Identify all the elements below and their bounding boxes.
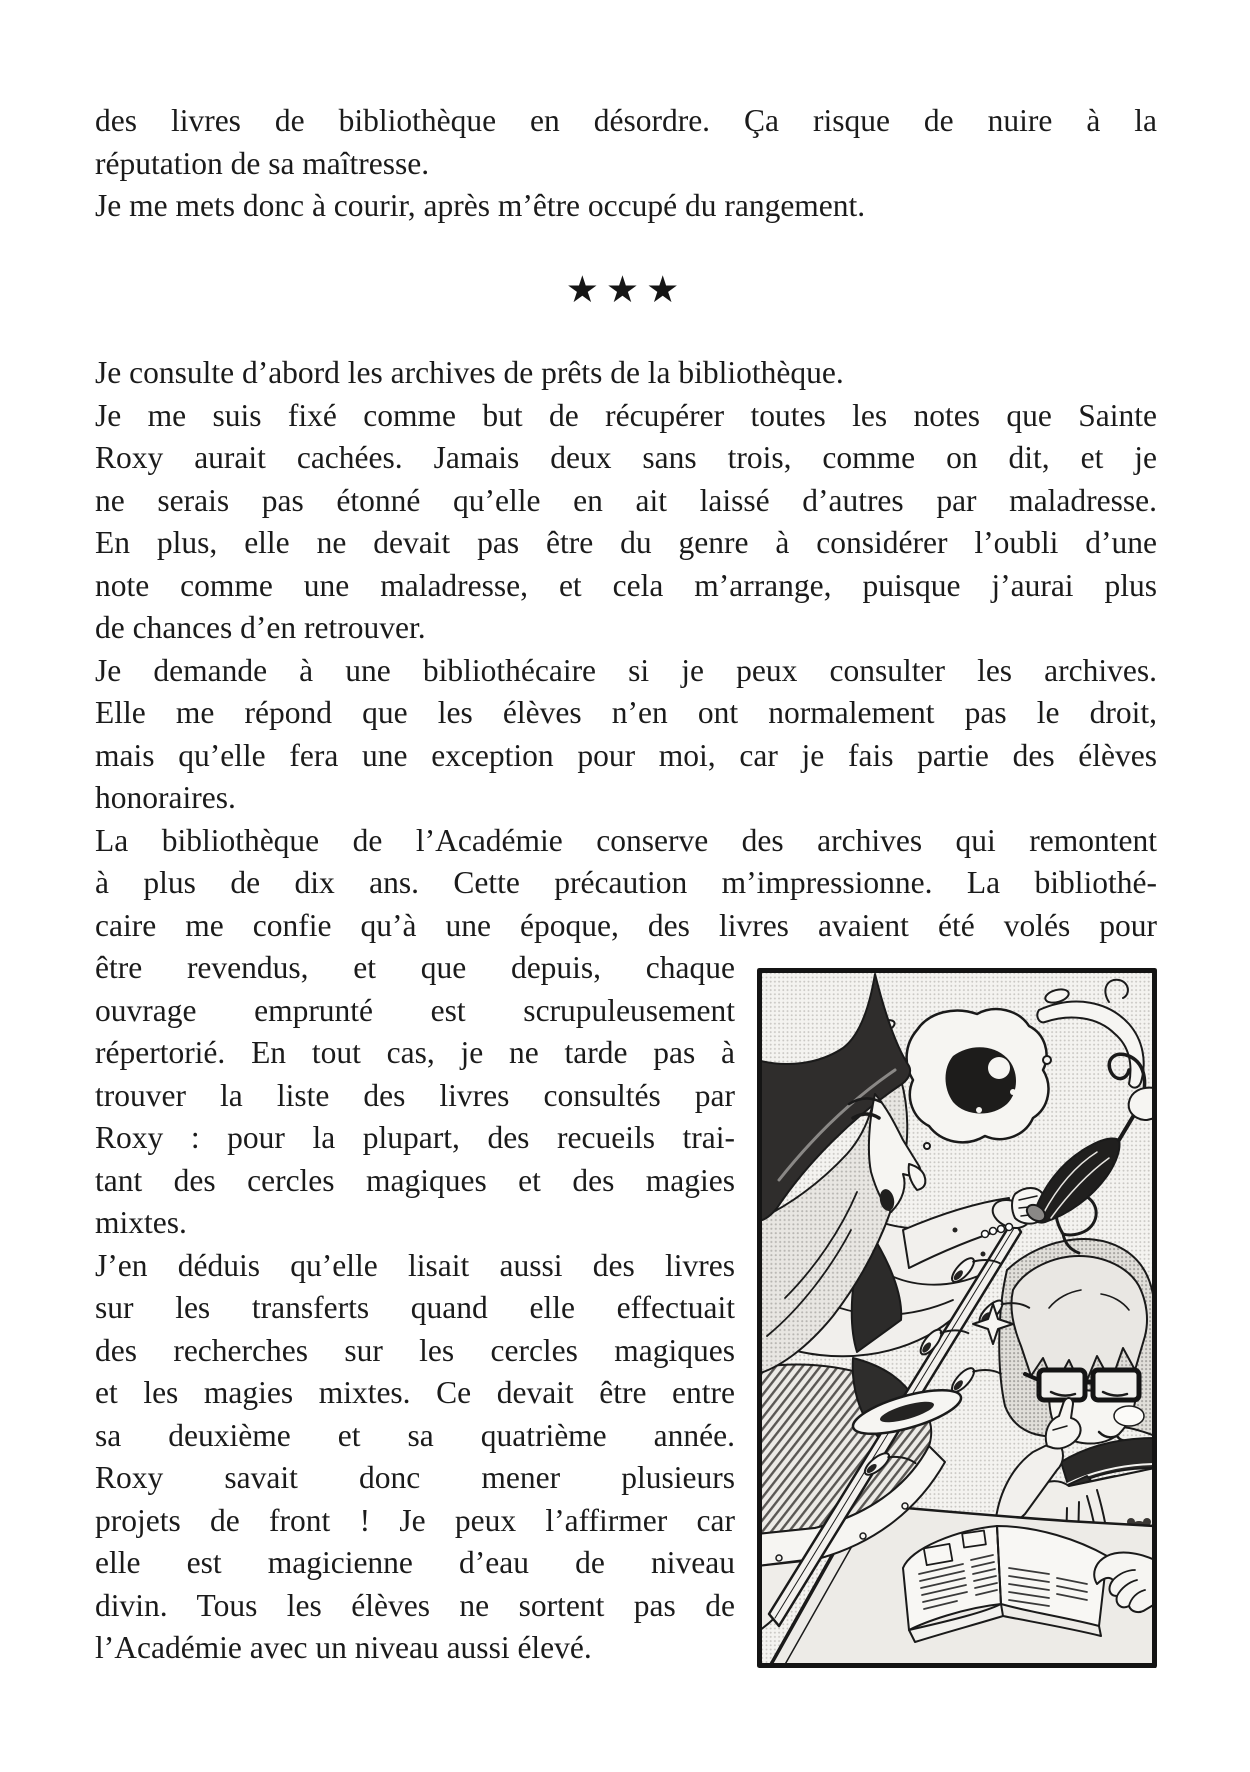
text-line: Je consulte d’abord les archives de prêts de la bibliothèque. xyxy=(95,355,844,390)
text-line: mixtes. xyxy=(95,1205,187,1240)
text-line: Roxy aurait cachées. Jamais deux sans trois, comme on dit, et je xyxy=(95,440,1157,475)
text-line: trouver la liste des livres consultés par xyxy=(95,1077,735,1113)
text-line: et les magies mixtes. Ce devait être entre xyxy=(95,1375,735,1410)
scene-break-stars: ★★★ xyxy=(565,268,687,311)
text-line: Je me suis fixé comme but de récupérer toutes les notes que Sainte xyxy=(95,397,1157,433)
text-line: des livres de bibliothèque en désordre. Ça risque de nuire à la xyxy=(95,103,1157,138)
text-line: Roxy savait donc mener plusieurs xyxy=(95,1460,735,1495)
text-line: projets de front ! Je peux l’affirmer car xyxy=(95,1502,735,1538)
text-line: sur les transferts quand elle effectuait xyxy=(95,1290,735,1325)
text-line: ouvrage emprunté est scrupuleusement xyxy=(95,992,735,1028)
text-line: J’en déduis qu’elle lisait aussi des livres xyxy=(95,1247,735,1283)
text-line: des recherches sur les cercles magiques xyxy=(95,1332,735,1368)
text-line: En plus, elle ne devait pas être du genre à considérer l’oubli d’une xyxy=(95,525,1157,560)
paragraph-block-main xyxy=(95,352,1157,947)
text-line: Roxy : pour la plupart, des recueils trai- xyxy=(95,1120,735,1155)
manga-illustration xyxy=(757,968,1157,1668)
text-line: de chances d’en retrouver. xyxy=(95,610,426,645)
text-line: divin. Tous les élèves ne sortent pas de xyxy=(95,1587,735,1623)
text-line: Je demande à une bibliothécaire si je peux consulter les archives. xyxy=(95,652,1157,688)
text-line: honoraires. xyxy=(95,780,236,815)
manga-illustration-svg xyxy=(757,968,1157,1668)
text-line: Je me mets donc à courir, après m’être occupé du rangement. xyxy=(95,188,866,223)
text-line: La bibliothèque de l’Académie conserve des archives qui remontent xyxy=(95,822,1157,858)
text-line: elle est magicienne d’eau de niveau xyxy=(95,1545,735,1580)
text-line: sa deuxième et sa quatrième année. xyxy=(95,1417,735,1453)
text-line: ne serais pas étonné qu’elle en ait laissé d’autres par maladresse. xyxy=(95,482,1157,518)
cheek-shine xyxy=(1114,1406,1144,1426)
text-line: à plus de dix ans. Cette précaution m’impressionne. La bibliothé- xyxy=(95,865,1157,900)
text-line: Elle me répond que les élèves n’en ont normalement pas le droit, xyxy=(95,695,1157,730)
text-line: être revendus, et que depuis, chaque xyxy=(95,950,735,985)
text-line: répertorié. En tout cas, je ne tarde pas à xyxy=(95,1035,735,1070)
paragraph-block-top xyxy=(95,100,1157,228)
text-line: note comme une maladresse, et cela m’arrange, puisque j’aurai plus xyxy=(95,567,1157,603)
text-line: caire me confie qu’à une époque, des livres avaient été volés pour xyxy=(95,907,1157,943)
text-line: l’Académie avec un niveau aussi élevé. xyxy=(95,1630,592,1665)
text-line: tant des cercles magiques et des magies xyxy=(95,1162,735,1198)
text-line: réputation de sa maîtresse. xyxy=(95,145,430,181)
text-line: mais qu’elle fera une exception pour moi, car je fais partie des élèves xyxy=(95,737,1157,773)
paragraph-block-beside-illustration xyxy=(95,947,735,1670)
